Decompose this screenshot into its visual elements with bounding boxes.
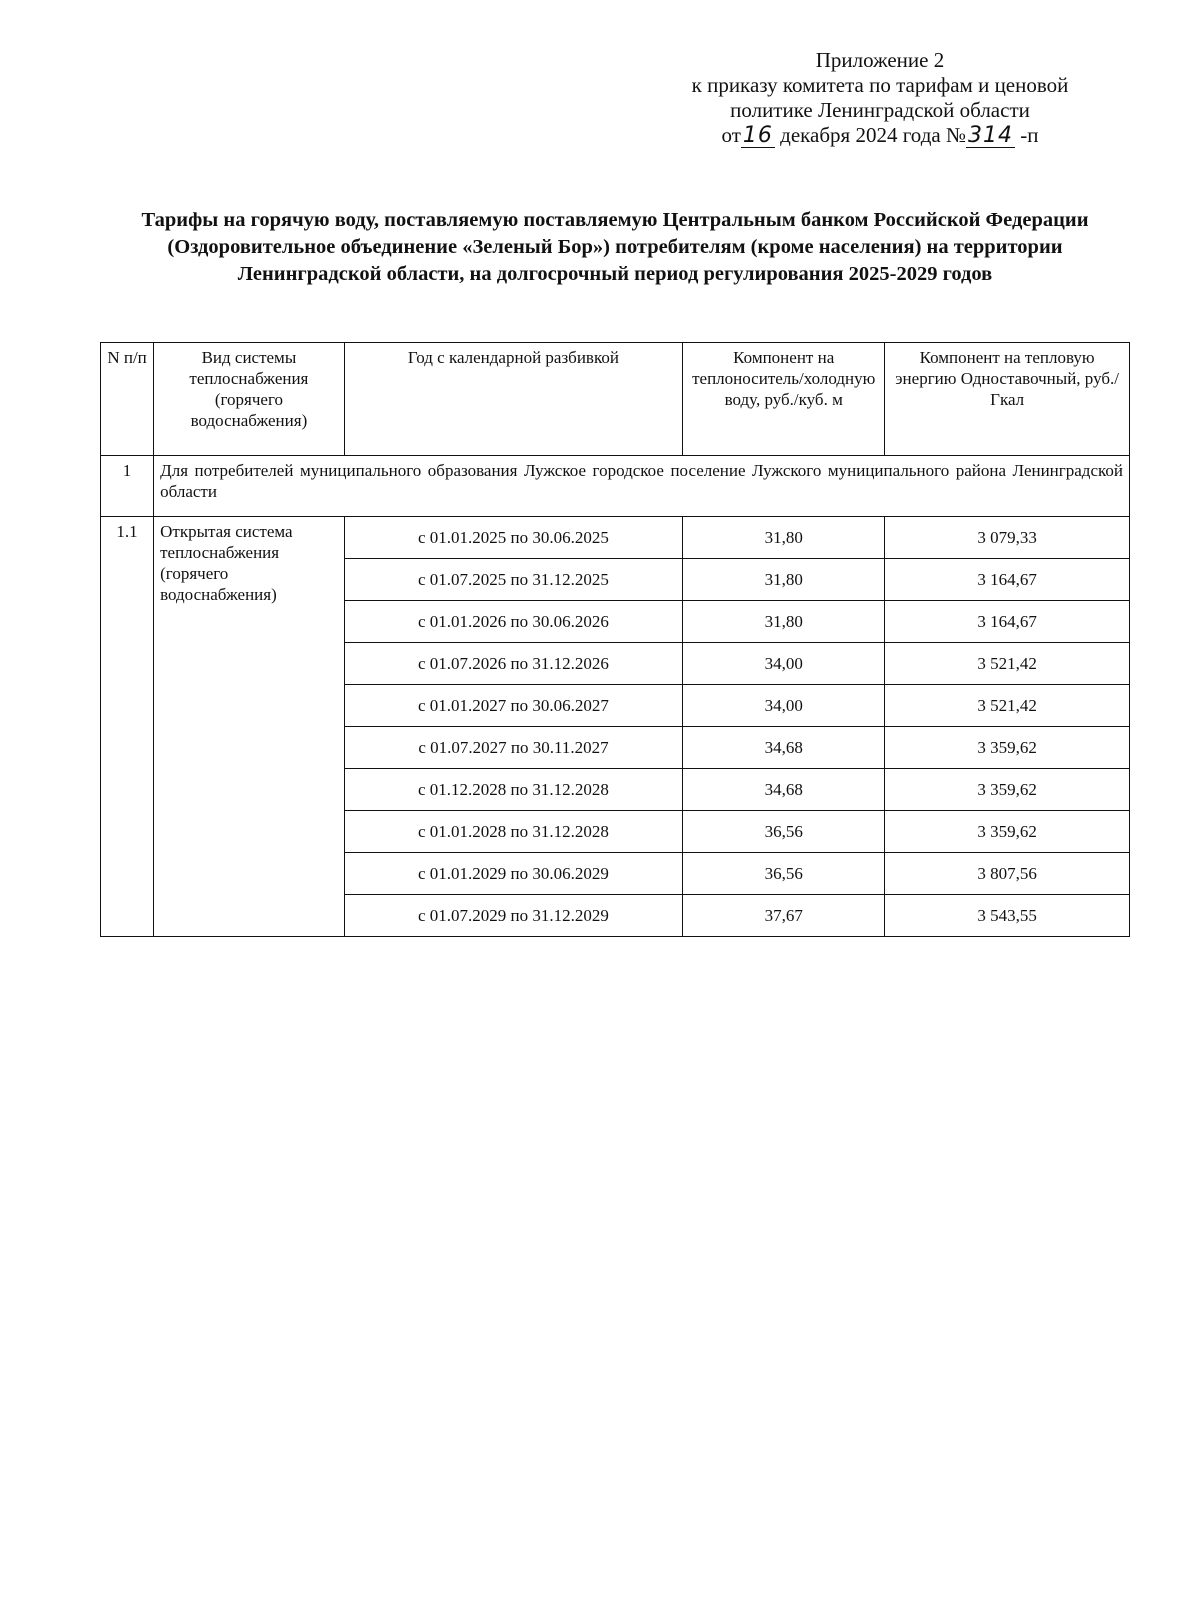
header-num: N п/п	[101, 343, 154, 456]
energy-component-cell: 3 079,33	[885, 517, 1130, 559]
water-component-cell: 36,56	[683, 853, 885, 895]
period-cell: с 01.07.2025 по 31.12.2025	[344, 559, 682, 601]
energy-component-cell: 3 359,62	[885, 811, 1130, 853]
handwritten-order-number: 314	[968, 123, 1013, 148]
header-system: Вид системы теплоснабжения (горячего водоснабжения)	[154, 343, 345, 456]
period-cell: с 01.07.2027 по 30.11.2027	[344, 727, 682, 769]
water-component-cell: 34,00	[683, 685, 885, 727]
period-cell: с 01.12.2028 по 31.12.2028	[344, 769, 682, 811]
annex-line-2: к приказу комитета по тарифам и ценовой	[691, 73, 1069, 97]
period-cell: с 01.01.2029 по 30.06.2029	[344, 853, 682, 895]
energy-component-cell: 3 521,42	[885, 643, 1130, 685]
annex-header	[640, 48, 1120, 148]
water-component-cell: 31,80	[683, 559, 885, 601]
water-component-cell: 34,68	[683, 727, 885, 769]
period-cell: с 01.07.2029 по 31.12.2029	[344, 895, 682, 937]
header-energy: Компонент на тепловую энергию Одноставочный, руб./Гкал	[885, 343, 1130, 456]
period-cell: с 01.07.2026 по 31.12.2026	[344, 643, 682, 685]
annex-line-3: политике Ленинградской области	[730, 98, 1030, 122]
subsection-num: 1.1	[101, 517, 154, 937]
section-text: Для потребителей муниципального образования Лужское городское поселение Лужского муниципального района Ленинградской области	[154, 456, 1130, 517]
energy-component-cell: 3 164,67	[885, 559, 1130, 601]
water-component-cell: 37,67	[683, 895, 885, 937]
energy-component-cell: 3 543,55	[885, 895, 1130, 937]
handwritten-day: 16	[742, 123, 773, 148]
energy-component-cell: 3 807,56	[885, 853, 1130, 895]
period-cell: с 01.01.2025 по 30.06.2025	[344, 517, 682, 559]
table-header-row	[101, 343, 1130, 456]
energy-component-cell: 3 521,42	[885, 685, 1130, 727]
header-period: Год с календарной разбивкой	[344, 343, 682, 456]
annex-date-line	[640, 123, 1120, 148]
water-component-cell: 34,68	[683, 769, 885, 811]
system-type-cell: Открытая система теплоснабжения (горячего водоснабжения)	[154, 517, 345, 937]
period-cell: с 01.01.2028 по 31.12.2028	[344, 811, 682, 853]
water-component-cell: 36,56	[683, 811, 885, 853]
energy-component-cell: 3 164,67	[885, 601, 1130, 643]
annex-line-1: Приложение 2	[815, 48, 945, 72]
order-suffix: -п	[1020, 123, 1039, 147]
water-component-cell: 31,80	[683, 601, 885, 643]
date-middle: декабря 2024 года №	[780, 123, 966, 147]
tariffs-table	[100, 342, 1130, 937]
header-water: Компонент на теплоноситель/холодную воду, руб./куб. м	[683, 343, 885, 456]
document-title: Тарифы на горячую воду, поставляемую поставляемую Центральным банком Российской Федерации (Оздоровительное объединение «Зеленый Бор») потребителям (кроме населения) на территории Ленинградской области, на долгосрочный период регулирования 2025-2029 годов	[141, 209, 1089, 285]
date-prefix: от	[721, 123, 741, 147]
period-cell: с 01.01.2026 по 30.06.2026	[344, 601, 682, 643]
water-component-cell: 34,00	[683, 643, 885, 685]
section-num: 1	[101, 456, 154, 517]
energy-component-cell: 3 359,62	[885, 727, 1130, 769]
water-component-cell: 31,80	[683, 517, 885, 559]
energy-component-cell: 3 359,62	[885, 769, 1130, 811]
section-row	[101, 456, 1130, 517]
table-row	[101, 517, 1130, 559]
period-cell: с 01.01.2027 по 30.06.2027	[344, 685, 682, 727]
